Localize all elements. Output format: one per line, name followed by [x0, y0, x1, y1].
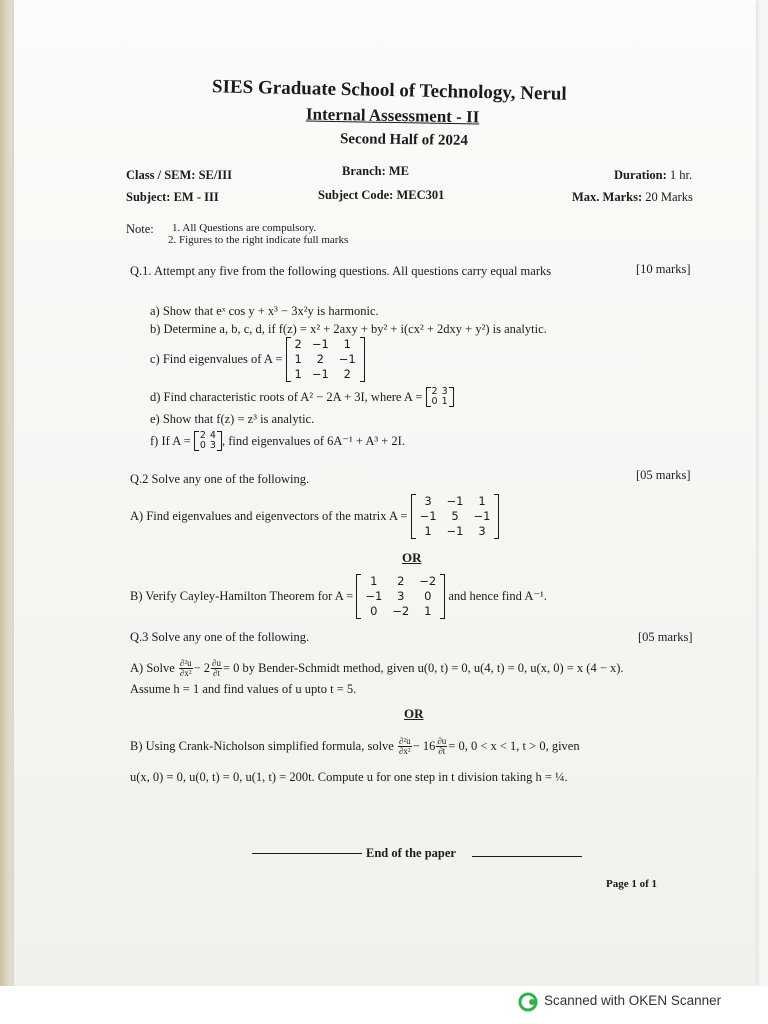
- subject-code-info: Subject Code: MEC301: [318, 188, 445, 202]
- q1-c: [150, 336, 365, 382]
- q1-f-matrix-row: [198, 441, 218, 451]
- q2-a-matrix-cell: −1: [446, 493, 464, 508]
- q2-b-matrix-cell: 2: [397, 573, 405, 588]
- q1-f-matrix-cell: 2: [199, 430, 206, 441]
- q2-b-matrix-cell: 0: [424, 588, 432, 603]
- q3-a-mid: − 2: [193, 660, 211, 675]
- q3-a-line2: Assume h = 1 and find values of u upto t = 5.: [130, 682, 357, 696]
- q1-c-matrix-cell: 2: [316, 351, 324, 366]
- q2-b: [130, 572, 547, 620]
- q1-c-matrix-cell: 1: [343, 336, 351, 351]
- q1-f-matrix-cell: 3: [209, 440, 216, 451]
- q1-f-matrix: [194, 431, 222, 451]
- q2-a-matrix-cell: −1: [419, 508, 437, 523]
- duration-info: Duration: 1 hr.: [614, 168, 693, 182]
- q2-b-matrix-row: [360, 574, 441, 589]
- q3-marks: [05 marks]: [638, 630, 693, 644]
- q2-marks: [05 marks]: [636, 468, 691, 482]
- q2-or: OR: [402, 550, 422, 565]
- q1-d-matrix: [426, 387, 454, 407]
- q1-d: [150, 384, 454, 410]
- q1-d-matrix-cell: 0: [431, 396, 438, 407]
- q1-f: [150, 428, 405, 454]
- q2-b-matrix-row: [360, 604, 441, 619]
- oken-scanner-logo-icon: [518, 992, 538, 1012]
- q2-b-matrix-cell: 1: [370, 573, 378, 588]
- q2-b-matrix-cell: 0: [370, 603, 378, 618]
- q1-e: e) Show that f(z) = z³ is analytic.: [150, 412, 315, 426]
- q2-b-matrix-cell: 1: [424, 603, 432, 618]
- exam-title: Internal Assessment - II: [305, 104, 480, 127]
- q2-a-matrix-cell: 1: [424, 523, 432, 538]
- institute-title: SIES Graduate School of Technology, Nerul: [211, 76, 567, 105]
- q1-c-matrix-cell: 1: [294, 351, 302, 366]
- q3-a-frac-2: $\frac{\partial u}{\partial t}$: [212, 657, 221, 678]
- q3-heading: Q.3 Solve any one of the following.: [130, 630, 310, 644]
- q1-c-text: c) Find eigenvalues of A =: [150, 351, 283, 366]
- q2-a: [130, 492, 499, 540]
- q2-b-matrix-cell: −2: [419, 573, 437, 588]
- q1-c-matrix-row: [290, 352, 361, 367]
- q2-a-matrix-row: [415, 494, 496, 509]
- note-label: Note:: [126, 222, 154, 236]
- end-rule-left: [252, 853, 362, 854]
- max-marks-info: Max. Marks: 20 Marks: [572, 190, 693, 204]
- q2-b-matrix-cell: −1: [365, 588, 383, 603]
- end-of-paper: End of the paper: [366, 846, 456, 860]
- q2-a-text: A) Find eigenvalues and eigenvectors of the matrix A =: [130, 508, 408, 523]
- q2-heading: Q.2 Solve any one of the following.: [130, 472, 310, 486]
- q2-a-matrix: [411, 494, 500, 539]
- q3-b-pre: B) Using Crank-Nicholson simplified formula, solve: [130, 738, 394, 753]
- q1-c-matrix-cell: 2: [294, 336, 302, 351]
- q3-b-line2: u(x, 0) = 0, u(0, t) = 0, u(1, t) = 200t. Compute u for one step in t division taking h = ¼.: [130, 770, 568, 784]
- q1-d-text: d) Find characteristic roots of A² − 2A + 3I, where A =: [150, 389, 423, 404]
- q1-c-matrix-cell: −1: [338, 351, 356, 366]
- q1-c-matrix-row: [290, 337, 361, 352]
- q1-c-matrix-row: [290, 367, 361, 382]
- q3-a-pre: A) Solve: [130, 660, 175, 675]
- q3-b-post: = 0, 0 < x < 1, t > 0, given: [448, 738, 580, 753]
- class-info: Class / SEM: SE/III: [126, 168, 232, 182]
- note-item-1: 1. All Questions are compulsory.: [172, 222, 317, 234]
- exam-paper: [14, 0, 756, 986]
- q3-or: OR: [404, 706, 424, 721]
- q1-marks: [10 marks]: [636, 262, 691, 276]
- q2-b-text: B) Verify Cayley-Hamilton Theorem for A =: [130, 588, 354, 603]
- q1-f-pre: f) If A =: [150, 433, 191, 448]
- note-item-2: 2. Figures to the right indicate full marks: [168, 234, 349, 246]
- q1-f-matrix-cell: 0: [199, 440, 206, 451]
- subject-info: Subject: EM - III: [126, 190, 219, 204]
- q1-d-matrix-cell: 3: [441, 386, 448, 397]
- q1-c-matrix-cell: −1: [311, 366, 329, 381]
- q2-b-matrix-cell: −2: [392, 603, 410, 618]
- q2-b-post: and hence find A⁻¹.: [448, 589, 547, 603]
- q3-b-frac-1: $\frac{\text{∂²u}}{\text{∂x²}}$: [398, 735, 411, 756]
- q1-f-post: , find eigenvalues of 6A⁻¹ + A³ + 2I.: [221, 434, 405, 448]
- q1-f-matrix-cell: 4: [209, 430, 216, 441]
- q1-d-matrix-row: [430, 397, 450, 407]
- q1-a: a) Show that eˣ cos y + x³ − 3x²y is harmonic.: [150, 304, 379, 318]
- q1-c-matrix: [286, 337, 365, 382]
- q2-b-matrix-cell: 3: [397, 588, 405, 603]
- end-rule-right: [472, 856, 582, 857]
- q2-b-matrix-row: [360, 589, 441, 604]
- q3-a-frac-1: $\frac{\text{∂²u}}{\text{∂x²}}$: [179, 657, 192, 678]
- q1-heading: Q.1. Attempt any five from the following questions. All questions carry equal marks: [130, 264, 552, 278]
- q2-a-matrix-row: [415, 524, 496, 539]
- q2-a-matrix-cell: −1: [446, 523, 464, 538]
- q1-b: b) Determine a, b, c, d, if f(z) = x² + 2axy + by² + i(cx² + 2dxy + y²) is analytic.: [150, 322, 547, 336]
- q3-a: [130, 656, 624, 680]
- q1-d-matrix-cell: 1: [441, 396, 448, 407]
- q1-d-matrix-cell: 2: [431, 386, 438, 397]
- page-number: Page 1 of 1: [606, 878, 658, 890]
- q2-a-matrix-row: [415, 509, 496, 524]
- q3-b-mid: − 16: [412, 738, 436, 753]
- q2-a-matrix-cell: 3: [424, 493, 432, 508]
- exam-term: Second Half of 2024: [339, 131, 469, 149]
- q3-b: [130, 734, 580, 758]
- q1-c-matrix-cell: 2: [343, 366, 351, 381]
- q2-a-matrix-cell: −1: [473, 508, 491, 523]
- q3-a-post: = 0 by Bender-Schmidt method, given u(0, t) = 0, u(4, t) = 0, u(x, 0) = x (4 − x).: [222, 660, 624, 675]
- q2-a-matrix-cell: 1: [478, 493, 486, 508]
- q2-a-matrix-cell: 3: [478, 523, 486, 538]
- q1-c-matrix-cell: 1: [294, 366, 302, 381]
- q1-c-matrix-cell: −1: [311, 336, 329, 351]
- q3-b-frac-2: $\frac{\partial u}{\partial t}$: [437, 735, 447, 756]
- q2-a-matrix-cell: 5: [451, 508, 459, 523]
- q2-b-matrix: [356, 574, 445, 619]
- scanner-watermark-text: Scanned with OKEN Scanner: [544, 993, 722, 1008]
- branch-info: Branch: ME: [342, 164, 410, 178]
